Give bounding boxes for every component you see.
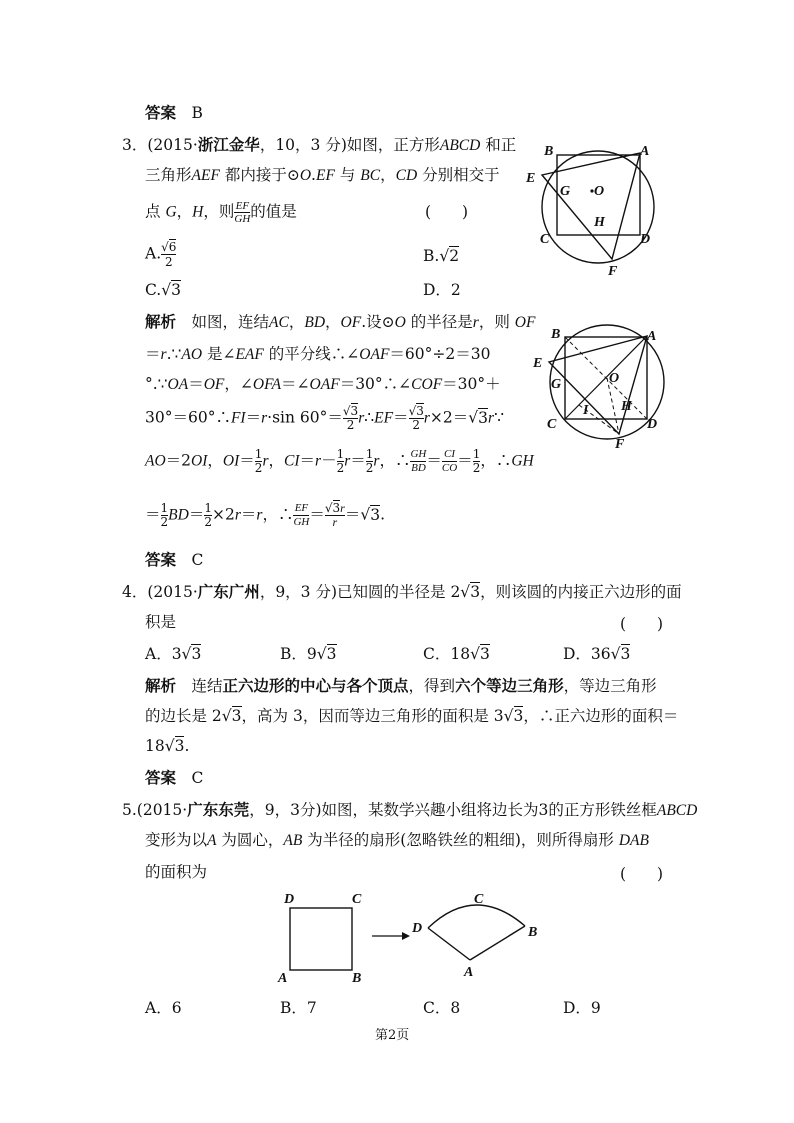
label-E: E [533,356,543,371]
label-I: I [583,403,589,418]
q3-figure-1 [520,135,670,285]
q3-source: 浙江金华 [197,135,260,154]
label-E: E [526,171,536,186]
label-H: H [621,399,632,414]
label-A: A [640,144,650,159]
q3-option-d: D．2 [423,281,461,299]
q5-line3: 的面积为 [145,863,208,881]
label-B: B [544,144,554,159]
q3-solution-2: ＝r.∵AO 是∠EAF 的平分线∴∠OAF＝60°÷2＝30 [145,345,491,363]
label-B: B [528,925,538,940]
label-A: A [464,965,474,980]
label-G: G [551,377,562,392]
label-C: C [547,417,557,432]
q3-solution-6: ＝ $\frac{1}{2}$ BD＝ $\frac{1}{2}$ ×2r＝r，∴ $\frac{EF}{GH}$ ＝ $\frac{√3r}{r}$ ＝√3. [145,501,386,529]
label-F: F [608,264,618,279]
label-C: C [474,892,484,907]
q5-option-d: D．9 [563,999,601,1017]
label-D: D [647,417,658,432]
label-H: H [594,215,605,230]
q4-option-d: D．36√3 [563,645,631,663]
q5-option-b: B．7 [280,999,317,1017]
q3-line3: 点 G，H，则 $\frac{EF}{GH}$ 的值是 [145,200,297,225]
q4-option-a: A．3√3 [145,645,202,663]
label-C: C [352,892,362,907]
q2-answer: 答案 B [145,103,203,122]
q5-option-c: C．8 [423,999,461,1017]
label-D: D [412,921,423,936]
page-footer: 第2页 [375,1028,410,1043]
q4-option-c: C．18√3 [423,645,490,663]
label-G: G [560,184,571,199]
q4-answer: 答案 C [145,768,204,787]
label-D: D [284,892,295,907]
q4-line2: 积是 [145,613,177,631]
label-A: A [278,971,288,986]
q3-paren: ( ) [425,203,469,221]
q3-solution-4: 30°＝60°∴FI＝r·sin 60°＝ $\frac{√3}{2}$ r∴EF＝ $\frac{√3}{2}$ r×2＝√3r∵ [145,404,504,432]
q5-line1: 5.(2015·广东东莞，9，3分)如图，某数学兴趣小组将边长为3的正方形铁丝框ABCD [122,800,698,819]
q5-figure [270,888,550,988]
answer-label: 答案 [145,103,177,122]
q5-line2: 变形为以A 为圆心，AB 为半径的扇形(忽略铁丝的粗细)，则所得扇形 DAB [145,831,649,849]
q3-solution-3: °.∵OA＝OF，∠OFA＝∠OAF＝30°∴∠COF＝30°＋ [145,375,501,393]
q4-solution-1: 解析 连结正六边形的中心与各个顶点，得到六个等边三角形，等边三角形 [145,676,657,695]
q3-option-a: A. $\frac{√6}{2}$ [145,240,177,269]
q4-solution-2: 的边长是 2√3，高为 3，因而等边三角形的面积是 3√3，∴正六边形的面积＝ [145,707,679,725]
label-F: F [615,437,625,452]
q3-figure-2 [527,322,677,462]
q3-solution-5: AO＝2OI，OI＝ $\frac{1}{2}$ r，CI＝r－ $\frac{1}{2}$ r＝ $\frac{1}{2}$ r，∴ $\frac{GH}{BD}$ ＝ $\frac{CI}{CO}$ ＝ $\frac{1}{2}$ ，∴GH [145,447,534,475]
q4-line1: 4．(2015·广东广州，9，3 分)已知圆的半径是 2√3，则该圆的内接正六边形的面 [122,582,682,601]
q3-line1: 3．(2015·浙江金华，10，3 分)如图，正方形ABCD 和正 [122,135,517,154]
label-D: D [640,232,651,247]
q3-option-c: C.√3 [145,281,181,299]
label-B: B [551,327,561,342]
label-A: A [647,329,657,344]
q5-option-a: A．6 [145,999,182,1017]
q4-paren: ( ) [620,615,664,633]
q5-paren: ( ) [620,865,664,883]
q3-line2: 三角形AEF 都内接于⊙O.EF 与 BC，CD 分别相交于 [145,166,500,184]
label-O: O [594,184,605,199]
label-C: C [540,232,550,247]
center-point [590,189,593,192]
q3-solution-1: 解析 如图，连结AC，BD，OF.设⊙O 的半径是r，则 OF [145,312,536,331]
q4-solution-3: 18√3. [145,737,190,755]
q3-answer: 答案 C [145,550,204,569]
label-B: B [352,971,362,986]
q3-option-b: B.√2 [423,247,460,265]
q4-option-b: B．9√3 [280,645,337,663]
label-O: O [609,371,620,386]
